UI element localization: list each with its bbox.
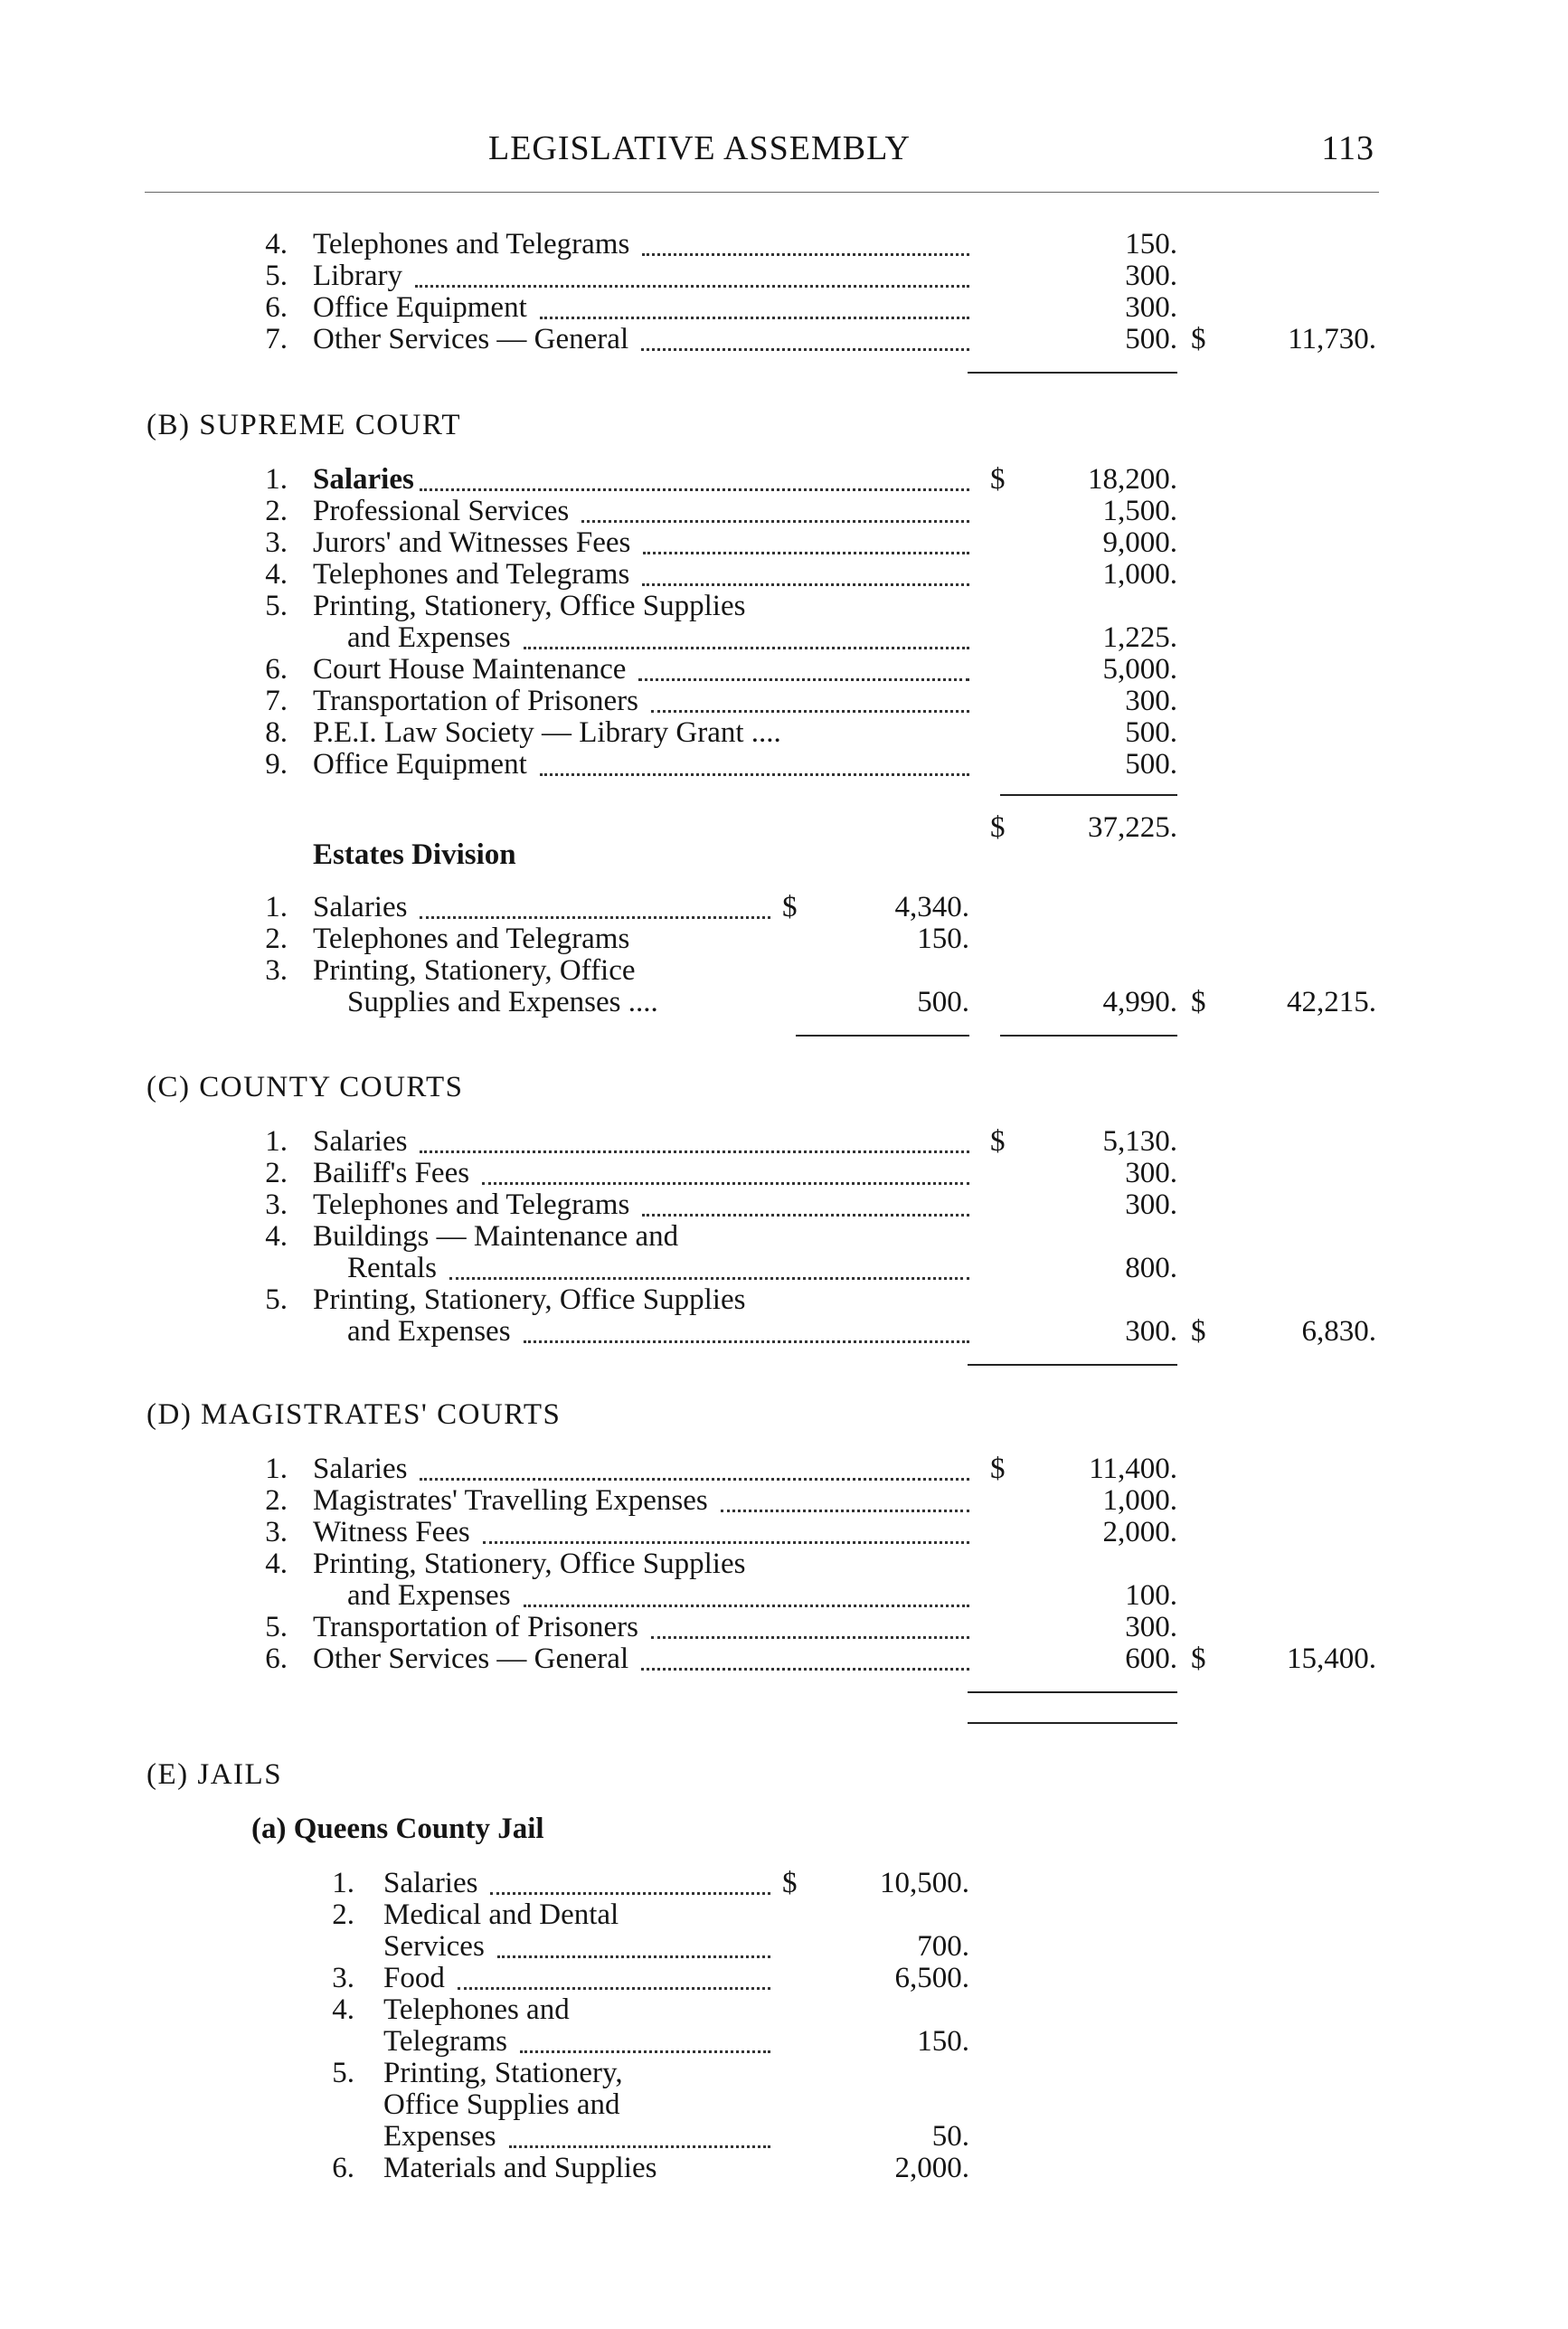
item-number: 5. <box>265 1283 288 1316</box>
dot-leader <box>458 1987 770 1990</box>
section-total: 42,215. <box>1287 986 1376 1018</box>
item-description: Food <box>383 1962 445 1994</box>
item-number: 2. <box>265 923 288 955</box>
item-amount: 300. <box>1125 1315 1177 1348</box>
subsection-heading: Estates Division <box>313 838 516 871</box>
item-amount: 11,400. <box>1089 1453 1177 1485</box>
item-amount: 1,000. <box>1102 1484 1177 1517</box>
item-amount: 6,500. <box>894 1962 969 1994</box>
item-description-cont: Telegrams <box>383 2025 507 2058</box>
subtotal-rule <box>796 1035 969 1037</box>
item-description: Magistrates' Travelling Expenses <box>313 1484 708 1517</box>
item-description: Medical and Dental <box>383 1898 619 1931</box>
item-number: 4. <box>332 1993 354 2026</box>
total-dollar-sign: $ <box>1191 1315 1206 1348</box>
dot-leader <box>509 2145 770 2148</box>
section-total: 15,400. <box>1287 1643 1376 1675</box>
dot-leader <box>420 916 770 919</box>
dot-leader <box>420 1478 969 1481</box>
dot-leader <box>524 1340 969 1343</box>
subtotal-rule <box>1000 1035 1177 1037</box>
item-number: 6. <box>265 291 288 324</box>
subsection-heading: (a) Queens County Jail <box>251 1813 544 1845</box>
item-amount: 1,225. <box>1102 621 1177 654</box>
section-heading: (C) COUNTY COURTS <box>146 1071 464 1103</box>
dollar-sign: $ <box>990 1125 1006 1158</box>
item-number: 2. <box>265 1157 288 1189</box>
dot-leader <box>651 710 969 713</box>
item-description-cont: and Expenses <box>347 1315 511 1348</box>
dot-leader <box>642 1214 969 1217</box>
item-description-cont: Expenses <box>383 2120 496 2153</box>
item-number: 9. <box>265 748 288 781</box>
item-description: Transportation of Prisoners <box>313 1611 638 1643</box>
item-amount: 800. <box>1125 1252 1177 1284</box>
item-description: Telephones and Telegrams <box>313 228 630 260</box>
dollar-sign: $ <box>782 1867 798 1899</box>
item-amount: 9,000. <box>1102 526 1177 559</box>
item-description: Salaries <box>383 1867 478 1899</box>
dot-leader <box>651 1636 969 1639</box>
item-number: 5. <box>265 1611 288 1643</box>
total-dollar-sign: $ <box>1191 323 1206 355</box>
item-description: Office Equipment <box>313 291 527 324</box>
item-amount: 1,500. <box>1102 495 1177 527</box>
dot-leader <box>540 773 969 776</box>
dot-leader <box>641 348 969 351</box>
dollar-sign: $ <box>990 463 1006 496</box>
item-number: 8. <box>265 716 288 749</box>
item-number: 4. <box>265 1548 288 1580</box>
item-number: 3. <box>265 954 288 987</box>
item-description-cont: Services <box>383 1930 485 1963</box>
item-description-cont: Supplies and Expenses .... <box>347 986 658 1018</box>
item-description: Printing, Stationery, Office <box>313 954 636 987</box>
total-rule <box>968 1722 1177 1724</box>
item-amount: 150. <box>917 923 969 955</box>
item-number: 2. <box>332 1898 354 1931</box>
dot-leader <box>449 1277 969 1280</box>
dot-leader <box>483 1541 969 1544</box>
item-number: 1. <box>265 1453 288 1485</box>
item-amount: 300. <box>1125 260 1177 292</box>
item-description: Printing, Stationery, Office Supplies <box>313 1548 746 1580</box>
subtotal-dollar-sign: $ <box>990 811 1006 844</box>
item-amount: 5,130. <box>1102 1125 1177 1158</box>
item-description: Telephones and Telegrams <box>313 923 630 955</box>
page-number: 113 <box>1321 129 1374 167</box>
item-number: 1. <box>265 463 288 496</box>
item-amount: 300. <box>1125 1188 1177 1221</box>
item-number: 1. <box>332 1867 354 1899</box>
item-description: Telephones and Telegrams <box>313 558 630 591</box>
item-number: 5. <box>265 590 288 622</box>
item-amount: 2,000. <box>894 2152 969 2184</box>
item-description: Jurors' and Witnesses Fees <box>313 526 631 559</box>
item-amount: 600. <box>1125 1643 1177 1675</box>
item-number: 5. <box>332 2057 354 2089</box>
item-number: 3. <box>265 526 288 559</box>
dot-leader <box>497 1955 770 1958</box>
item-number: 5. <box>265 260 288 292</box>
item-amount: 500. <box>917 986 969 1018</box>
dot-leader <box>581 520 969 523</box>
subtotal: 37,225. <box>1088 811 1177 844</box>
total-rule <box>968 1364 1177 1366</box>
dot-leader <box>482 1182 969 1185</box>
item-description: Other Services — General <box>313 1643 629 1675</box>
item-number: 6. <box>265 653 288 686</box>
item-number: 1. <box>265 1125 288 1158</box>
item-description: Other Services — General <box>313 323 629 355</box>
item-description: Printing, Stationery, <box>383 2057 623 2089</box>
section-heading: (B) SUPREME COURT <box>146 409 462 441</box>
item-number: 7. <box>265 323 288 355</box>
item-number: 3. <box>332 1962 354 1994</box>
item-amount: 18,200. <box>1088 463 1177 496</box>
section-total: 11,730. <box>1288 323 1376 355</box>
item-amount: 150. <box>1125 228 1177 260</box>
dot-leader <box>642 583 969 586</box>
dot-leader <box>415 285 969 288</box>
item-description: Salaries <box>313 891 408 923</box>
total-rule <box>968 372 1177 374</box>
item-amount: 10,500. <box>880 1867 969 1899</box>
item-amount: 300. <box>1125 1157 1177 1189</box>
item-number: 7. <box>265 685 288 717</box>
item-amount: 300. <box>1125 1611 1177 1643</box>
item-amount: 300. <box>1125 685 1177 717</box>
item-amount: 1,000. <box>1102 558 1177 591</box>
item-description: Witness Fees <box>313 1516 470 1548</box>
dot-leader <box>540 317 969 319</box>
dot-leader <box>721 1510 969 1512</box>
item-description: Salaries <box>313 1453 408 1485</box>
item-number: 6. <box>332 2152 354 2184</box>
running-head: LEGISLATIVE ASSEMBLY <box>488 129 911 167</box>
item-amount: 5,000. <box>1102 653 1177 686</box>
item-amount: 150. <box>917 2025 969 2058</box>
item-number: 4. <box>265 558 288 591</box>
item-description: Printing, Stationery, Office Supplies <box>313 1283 746 1316</box>
dollar-sign: $ <box>782 891 798 923</box>
item-description: Professional Services <box>313 495 570 527</box>
item-number: 6. <box>265 1643 288 1675</box>
item-number: 1. <box>265 891 288 923</box>
item-number: 4. <box>265 228 288 260</box>
dollar-sign: $ <box>990 1453 1006 1485</box>
item-amount: 50. <box>931 2120 969 2153</box>
item-description-cont: Rentals <box>347 1252 437 1284</box>
item-number: 4. <box>265 1220 288 1253</box>
item-description: Buildings — Maintenance and <box>313 1220 679 1253</box>
total-dollar-sign: $ <box>1191 1643 1206 1675</box>
total-rule <box>968 1691 1177 1693</box>
item-amount: 300. <box>1125 291 1177 324</box>
item-description: Telephones and Telegrams <box>313 1188 630 1221</box>
item-number: 2. <box>265 1484 288 1517</box>
header-rule <box>145 192 1379 193</box>
dot-leader <box>420 1150 969 1153</box>
subtotal-rule <box>1000 794 1177 796</box>
item-description: Materials and Supplies <box>383 2152 657 2184</box>
item-amount: 500. <box>1125 748 1177 781</box>
subtotal: 4,990. <box>1102 986 1177 1018</box>
dot-leader <box>643 552 969 554</box>
item-number: 3. <box>265 1516 288 1548</box>
item-number: 3. <box>265 1188 288 1221</box>
item-description-cont: and Expenses <box>347 621 511 654</box>
item-description: Salaries <box>313 463 414 496</box>
dot-leader <box>638 678 969 681</box>
item-description: Transportation of Prisoners <box>313 685 638 717</box>
item-amount: 2,000. <box>1102 1516 1177 1548</box>
item-description: Office Equipment <box>313 748 527 781</box>
item-description: Salaries <box>313 1125 408 1158</box>
dot-leader <box>642 253 969 256</box>
dot-leader <box>641 1668 969 1671</box>
item-amount: 500. <box>1125 323 1177 355</box>
dot-leader <box>490 1892 770 1895</box>
section-heading: (D) MAGISTRATES' COURTS <box>146 1398 562 1431</box>
section-total: 6,830. <box>1301 1315 1376 1348</box>
item-amount: 700. <box>917 1930 969 1963</box>
item-amount: 500. <box>1125 716 1177 749</box>
dot-leader <box>420 488 969 491</box>
item-description-cont: Office Supplies and <box>383 2088 620 2121</box>
item-description: Library <box>313 260 402 292</box>
dot-leader <box>524 1605 969 1607</box>
item-amount: 4,340. <box>894 891 969 923</box>
dot-leader <box>524 647 969 649</box>
item-description: Court House Maintenance <box>313 653 627 686</box>
item-description: Telephones and <box>383 1993 570 2026</box>
total-dollar-sign: $ <box>1191 986 1206 1018</box>
item-description: Bailiff's Fees <box>313 1157 470 1189</box>
dot-leader <box>520 2050 770 2053</box>
item-description: Printing, Stationery, Office Supplies <box>313 590 746 622</box>
item-number: 2. <box>265 495 288 527</box>
section-heading: (E) JAILS <box>146 1758 283 1791</box>
item-description-cont: and Expenses <box>347 1579 511 1612</box>
item-description: P.E.I. Law Society — Library Grant .... <box>313 716 781 749</box>
item-amount: 100. <box>1125 1579 1177 1612</box>
